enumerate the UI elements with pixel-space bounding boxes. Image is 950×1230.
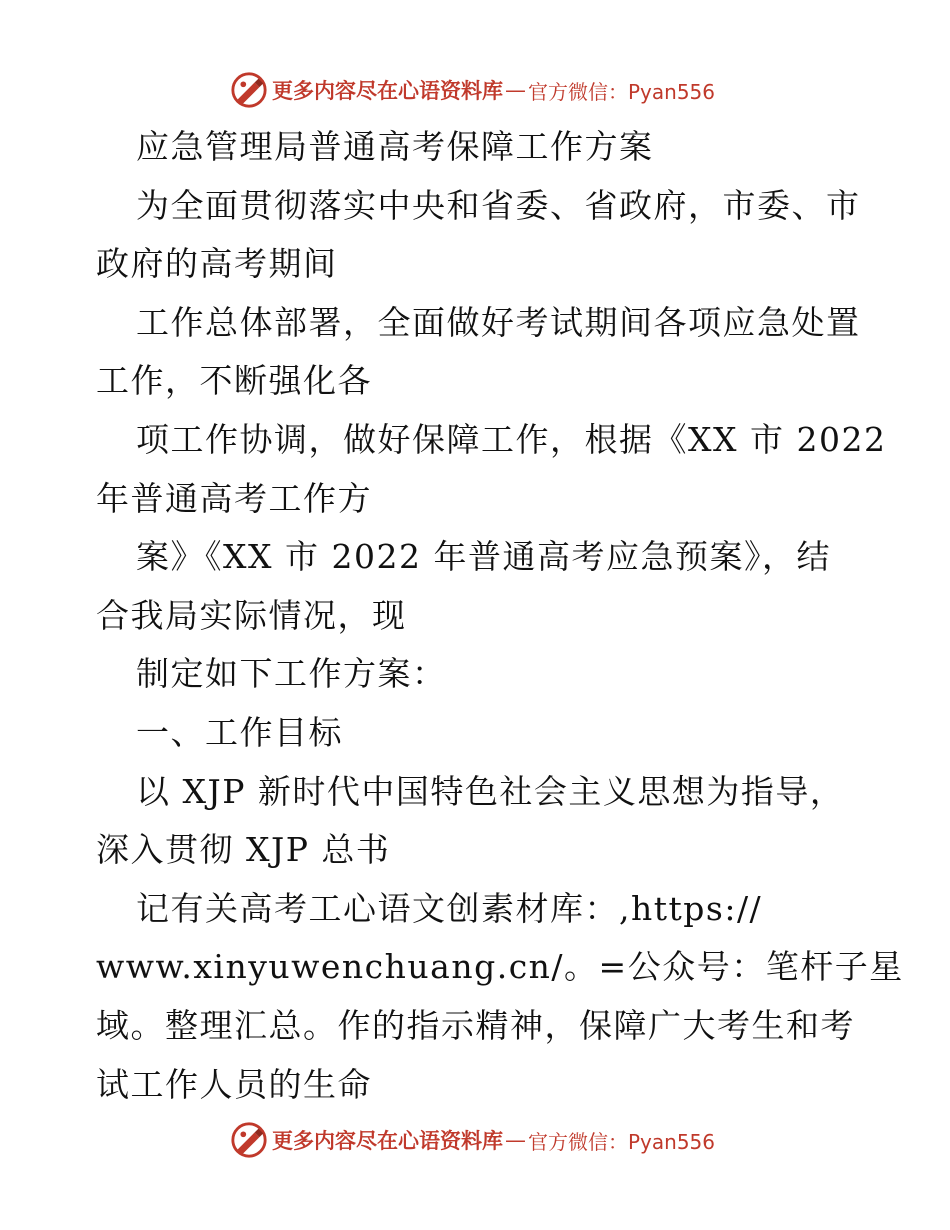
paragraph-line: 以 XJP 新时代中国特色社会主义思想为指导， [136,771,845,811]
footer-banner [230,1120,750,1160]
header-banner [230,70,750,110]
paragraph-line: 工作，不断强化各 [96,361,372,401]
banner-slogan: 更多内容尽在心语资料库 [272,78,503,103]
paragraph-line: 工作总体部署，全面做好考试期间各项应急处置 [136,302,861,342]
paragraph-line: 为全面贯彻落实中央和省委、省政府，市委、市 [136,185,861,225]
section-heading: 一、工作目标 [136,712,343,752]
banner-contact: 官方微信：Pyan556 [528,79,716,104]
paragraph-line: 政府的高考期间 [96,244,338,284]
paragraph-line: 深入贯彻 XJP 总书 [96,830,391,870]
banner-dash: — [505,78,526,102]
banner-slogan: 更多内容尽在心语资料库 [272,1128,503,1153]
banner-dash: — [505,1128,526,1152]
paragraph-line: 域。整理汇总。作的指示精神，保障广大考生和考 [96,1005,855,1045]
paragraph-line: 案》《XX 市 2022 年普通高考应急预案》，结 [136,537,831,577]
banner-contact: 官方微信：Pyan556 [528,1129,716,1154]
paragraph-line: 年普通高考工作方 [96,478,372,518]
paragraph-line: 项工作协调，做好保障工作，根据《XX 市 2022 [136,419,887,459]
document-body [96,118,904,1114]
paragraph-line: 试工作人员的生命 [96,1064,372,1104]
paragraph-line: 记有关高考工心语文创素材库：,https:// [136,888,763,928]
doc-title: 应急管理局普通高考保障工作方案 [136,127,654,166]
paragraph-line: 合我局实际情况，现 [96,595,407,635]
paragraph-line: 制定如下工作方案： [136,654,447,694]
pen-logo-icon [230,1121,268,1159]
pen-logo-icon [230,71,268,109]
paragraph-line: www.xinyuwenchuang.cn/。=公众号：笔杆子星 [96,947,904,987]
